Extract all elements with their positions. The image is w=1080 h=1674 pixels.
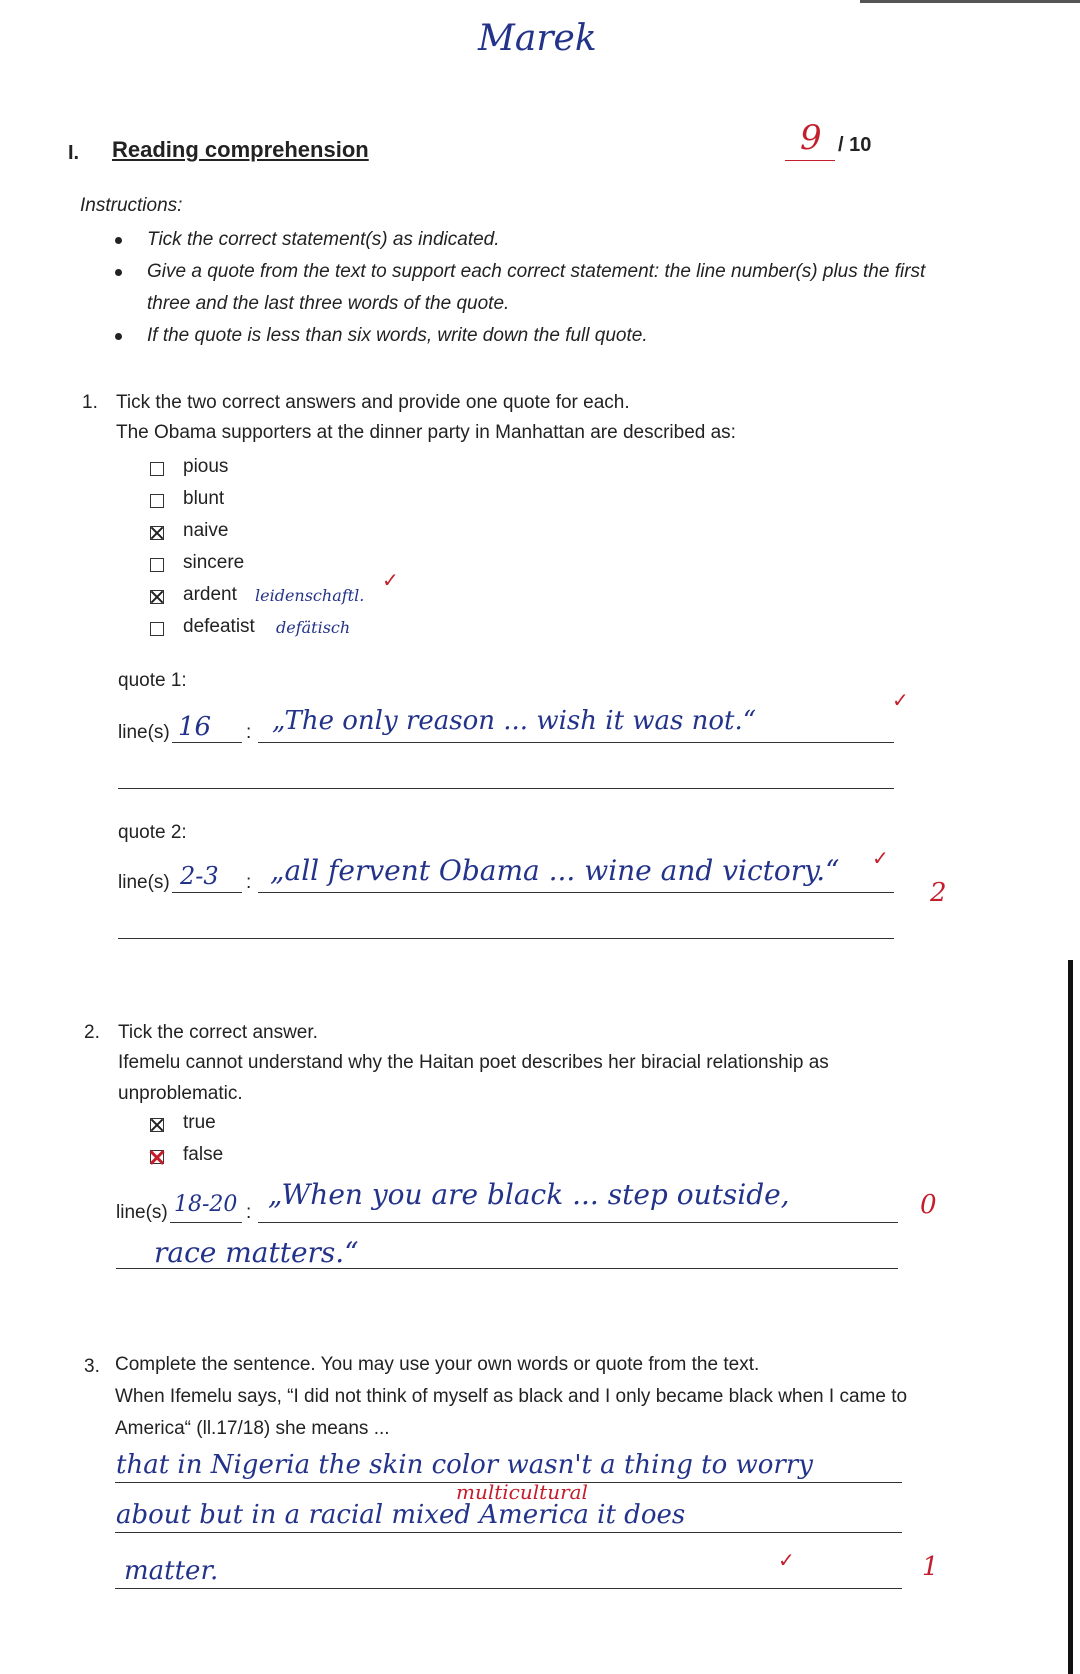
student-name: Marek [478,18,597,59]
check-mark: ✓ [778,1550,795,1572]
instructions-label: Instructions: [80,195,183,216]
answer-line [118,788,894,789]
q2-option-label: false [183,1144,224,1165]
q1-points: 2 [930,878,947,908]
instruction-item: Tick the correct statement(s) as indicated. [147,229,500,250]
bullet [115,269,122,276]
quote1-text: „The only reason ... wish it was not.“ [272,706,757,736]
q3-answer: that in Nigeria the skin color wasn't a thing to worry [116,1450,813,1480]
q2-answer: „When you are black ... step outside, [268,1178,790,1211]
q1-option-label: defeatist [183,616,255,637]
bullet [115,237,122,244]
q2-line-label: line(s) [116,1202,168,1223]
quote2-line-number: 2-3 [180,862,219,890]
q2-prompt: Tick the correct answer. [118,1022,318,1043]
answer-line [258,1222,898,1223]
quote1-label: quote 1: [118,670,187,691]
q1-option-label: pious [183,456,229,477]
q1-option-checkbox[interactable] [150,462,164,476]
q3-number: 3. [84,1356,100,1377]
instruction-item: If the quote is less than six words, write down the full quote. [147,325,648,346]
q1-prompt: Tick the two correct answers and provide one quote for each. [116,392,630,413]
q1-option-label: naive [183,520,229,541]
q2-points: 0 [920,1190,937,1220]
q2-option-checkbox[interactable] [150,1118,164,1132]
answer-line [115,1588,902,1589]
check-mark: ✓ [872,848,889,870]
quote2-text: „all fervent Obama ... wine and victory.“ [270,854,840,887]
q1-option-label: sincere [183,552,245,573]
check-mark: ✓ [382,570,399,592]
q2-answer: race matters.“ [154,1236,359,1269]
q3-stem: America“ (ll.17/18) she means ... [115,1418,390,1439]
q2-stem: Ifemelu cannot understand why the Haitan poet describes her biracial relationship as [118,1052,829,1073]
answer-line [258,892,894,893]
section-number: I. [68,142,80,164]
instruction-item: three and the last three words of the quote. [147,293,510,314]
score-underline [785,160,835,161]
quote2-line-underline [172,892,242,893]
q1-option-note: defätisch [276,618,351,637]
instruction-item: Give a quote from the text to support each correct statement: the line number(s) plus the first [147,261,926,282]
q1-option-checkbox[interactable] [150,526,164,540]
quote1-line-underline [172,742,242,743]
q1-option-checkbox[interactable] [150,494,164,508]
q1-option-label: ardent [183,584,237,605]
q1-option-checkbox[interactable] [150,558,164,572]
score-given: 9 [800,118,822,158]
q1-stem: The Obama supporters at the dinner party in Manhattan are described as: [116,422,736,443]
q2-stem: unproblematic. [118,1083,243,1104]
quote1-line-number: 16 [178,712,212,742]
section-title: Reading comprehension [112,137,369,162]
check-mark: ✓ [892,690,909,712]
answer-line [116,1268,898,1269]
q3-answer: about but in a racial mixed America it does [116,1500,686,1530]
q2-line-underline [170,1222,242,1223]
q3-stem: When Ifemelu says, “I did not think of myself as black and I only became black when I came to [115,1386,908,1407]
q1-option-checkbox[interactable] [150,622,164,636]
q1-option-checkbox[interactable] [150,590,164,604]
page-edge-right [1068,960,1073,1674]
answer-line [258,742,894,743]
colon: : [246,872,252,893]
answer-line [118,938,894,939]
q3-answer: matter. [124,1556,219,1586]
q3-points: 1 [922,1552,939,1582]
q1-option-note: leidenschaftl. [255,586,365,605]
q1-option-label: blunt [183,488,225,509]
quote2-label: quote 2: [118,822,187,843]
q1-number: 1. [82,392,98,413]
quote1-line-label: line(s) [118,722,170,743]
q3-correction: multicultural [456,1480,588,1504]
colon: : [246,722,252,743]
bullet [115,333,122,340]
q3-prompt: Complete the sentence. You may use your own words or quote from the text. [115,1354,760,1375]
q2-number: 2. [84,1022,100,1043]
q2-option-label: true [183,1112,216,1133]
q2-option-checkbox[interactable] [150,1150,164,1164]
answer-line [115,1532,902,1533]
page-edge-top [860,0,1080,3]
quote2-line-label: line(s) [118,872,170,893]
colon: : [246,1202,252,1223]
q2-line-number: 18-20 [174,1192,238,1217]
score-total: / 10 [838,134,872,156]
